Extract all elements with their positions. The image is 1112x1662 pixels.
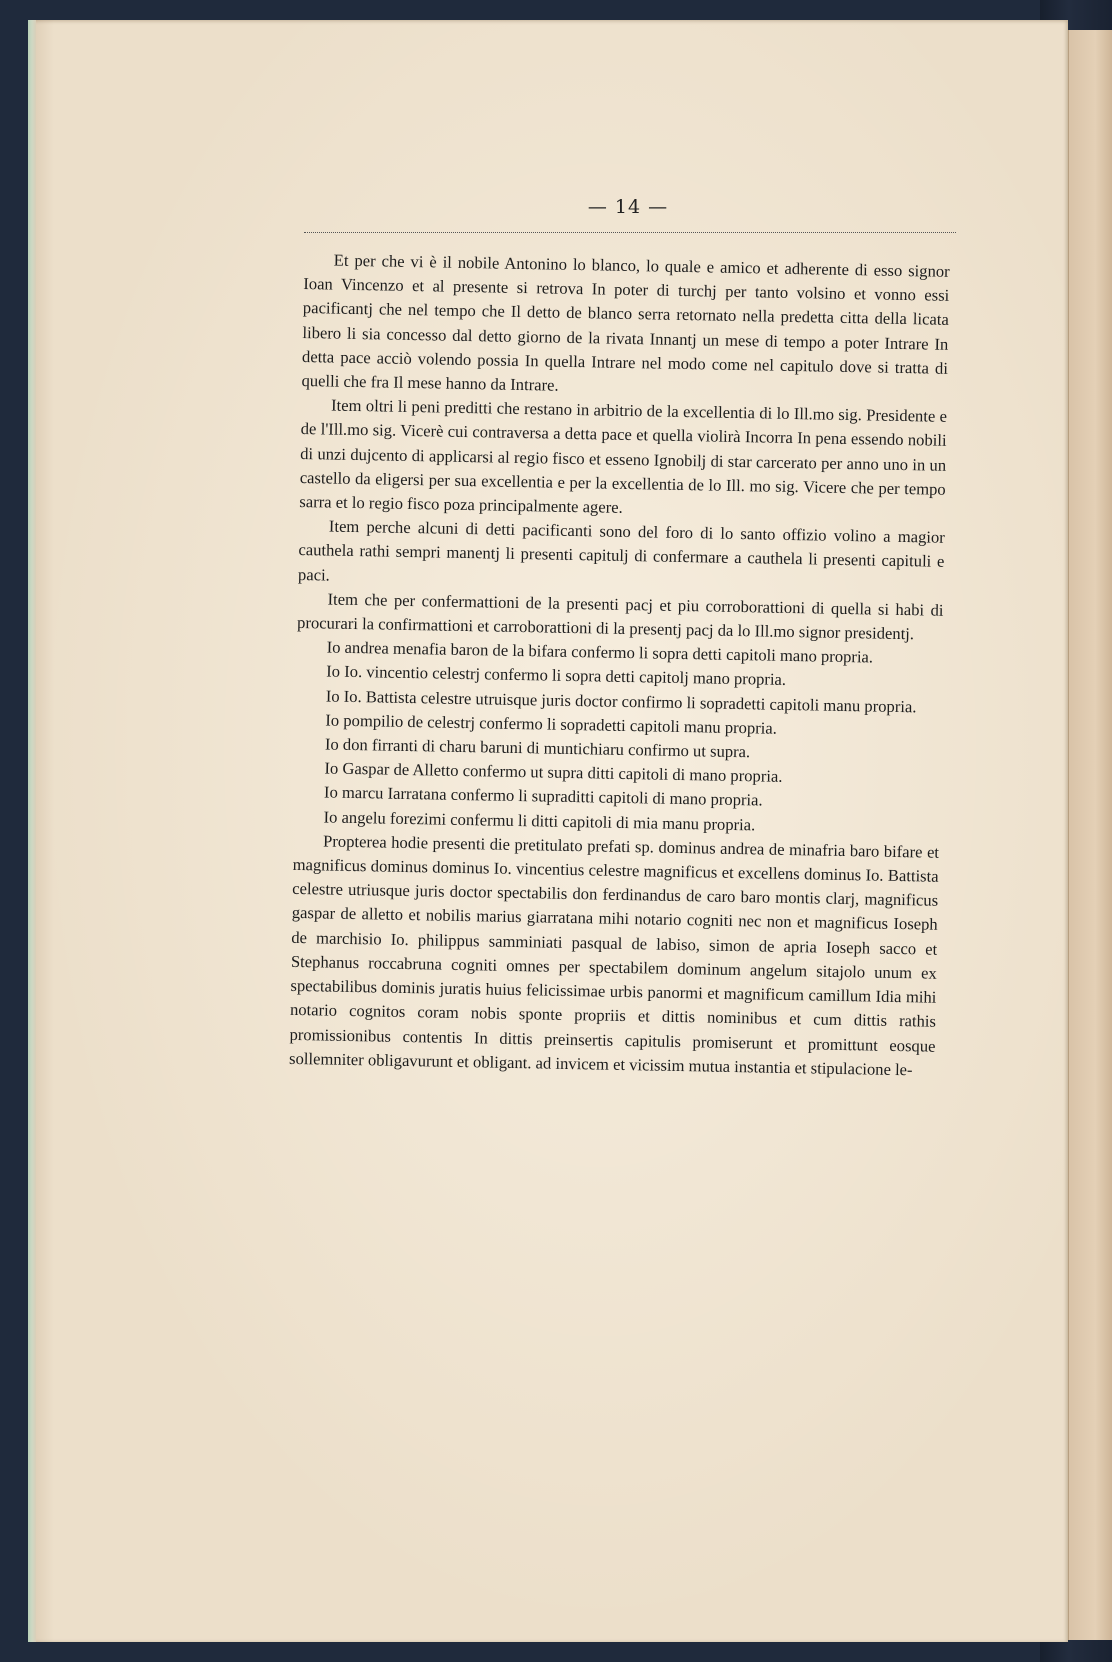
signature-line: Io Gaspar de Alletto confermo ut supra ditti capitoli di mano propria. xyxy=(324,758,783,787)
signature-line: Io andrea menafia baron de la bifara confermo li sopra detti capitoli mano propria. xyxy=(326,637,874,667)
closing-paragraph: Propterea hodie presenti die pretitulato prefati sp. dominus andrea de minafria baro bifare et magnificus dominus dominus Io. vincentius celestre magnificus et excellens dominus Io. Battista celestre utriusque juris doctor spectabilis don ferdinandus de caro baro montis clarj, magnificus gaspar de alletto et nobilis marius giarratana mihi notario cogniti nec non et magnificus Ioseph de marchisio Io. philippus samminiati pasqual de labiso, simon de apria Ioseph sacco et Stephanus roccabruna cogniti omnes per spectabilem dominum angelum sitajolo unum ex spectabilibus dominis juratis huius felicissimae urbis panormi et magnificum camillum Idia mihi notario cognitos coram nobis sponte propriis et dittis nominibus et cum dittis rathis promissionibus contentis In dittis preinsertis capitulis promiserunt et promittunt eosque sollemniter obligavurunt et obligant. ad invicem et vicissim mutua instantia et stipulacione le- xyxy=(288,831,940,1079)
paragraph: Item oltri li peni preditti che restano in arbitrio de la excellentia di lo Ill.mo sig. Presidente e de l'Ill.mo sig. Vicerè cui contraversa a detta pace et quella violirà Incorra In pena essendo nobili di unzi dujcento di applicarsi al regio fisco et esseno Ignobilj di star carcerato per anno uno in un castello da eligersi per sua excellentia e per la excellentia de lo Ill. mo sig. Vicere che per tempo sarra et lo regio fisco poza principalmente agere. xyxy=(299,395,948,517)
header-rule xyxy=(304,232,956,233)
page-header xyxy=(300,196,956,218)
page-number: — 14 — xyxy=(587,196,669,218)
signature-line: Io pompilio de celestrj confermo li sopradetti capitoli manu propria. xyxy=(325,710,778,738)
page-spine xyxy=(28,20,36,1642)
paragraph: Item perche alcuni di detti pacificanti sono del foro di lo santo offizio volino a magior cauthela rathi sempri manentj li presenti capitulj di confermare a cauthela li presenti capituli e paci. xyxy=(297,516,945,585)
signature-line: Io marcu Iarratana confermo li supraditti capitoli di mano propria. xyxy=(323,782,763,810)
paragraph: Item che per confermattioni de la presenti pacj et piu corroborattioni di quella si habi di procurari la confirmattioni et carroborattioni di la presentj pacj da lo Ill.mo signor presidentj. xyxy=(296,589,944,644)
signature-line: Io angelu forezimi confermu li ditti capitoli di mia manu propria. xyxy=(323,807,756,835)
signature-line: Io Io. Battista celestre utruisque juris doctor confirmo li sopradetti capitoli manu propria. xyxy=(325,686,917,716)
adjacent-page-edge xyxy=(1068,30,1112,1640)
document-text xyxy=(289,248,950,1083)
signature-line: Io Io. vincentio celestrj confermo li sopra detti capitolj mano propria. xyxy=(326,661,787,690)
signature-line: Io don firranti di charu baruni di muntichiaru confirmo ut supra. xyxy=(324,734,751,762)
paragraph: Et per che vi è il nobile Antonino lo blanco, lo quale e amico et adherente di esso signor Ioan Vincenzo et al presente si retrova In poter di turchj per tanto volsino et vonno essi pacificantj che nel tempo che Il detto de blanco serra retornato nella predetta citta della licata libero li sia concesso dal detto giorno de la rivata Innantj un mese di tempo a poter Intrare In detta pace acciò volendo possia In quella Intrare nel modo come nel capitulo dove si tratta di quelli che fra Il mese hanno da Intrare. xyxy=(301,250,950,395)
